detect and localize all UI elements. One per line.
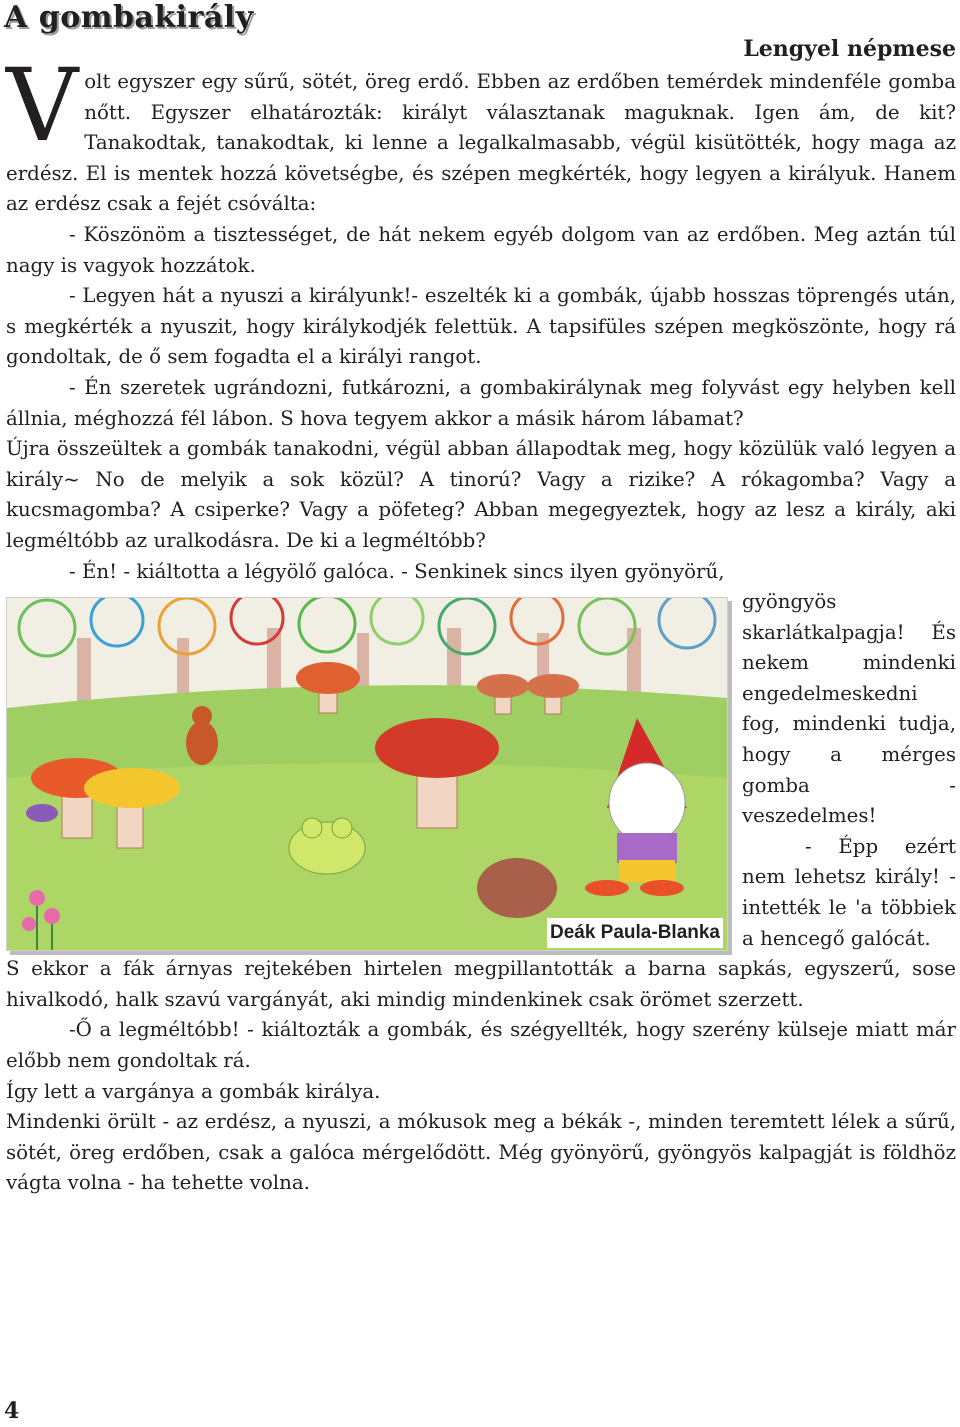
paragraph-8: - Épp ezért nem lehetsz király! - intették le 'a többiek a hencegő galócát. bbox=[742, 834, 956, 950]
drop-cap: V bbox=[6, 47, 79, 164]
paragraph-1-text: olt egyszer egy sűrű, sötét, öreg erdő. Ebben az erdőben temérdek mindenféle gomba nőtt. Egyszer elhatározták: királyt választanak maguknak. Igen ám, de kit? Tanakodtak, tanakodtak, ki lenne a legalkalmasabb, végül kisütötték, hogy maga az erdész. El is mentek hozzá követségbe, és szépen megkérték, hogy legyen a királyuk. Hanem az erdész csak a fejét csóválta: bbox=[6, 70, 956, 216]
paragraph-6: - Én! - kiáltotta a légyölő galóca. - Senkinek sincs ilyen gyönyörű, bbox=[69, 559, 725, 583]
illustration bbox=[6, 597, 728, 951]
illustration-credit: Deák Paula-Blanka bbox=[547, 918, 723, 949]
paragraph-2: - Köszönöm a tisztességet, de hát nekem egyéb dolgom van az erdőben. Meg aztán túl nagy is vagyok hozzátok. bbox=[6, 222, 956, 277]
paragraph-3: - Legyen hát a nyuszi a királyunk!- eszelték ki a gombák, újabb hosszas töprengés után, s megkérték a nyuszit, hogy királykodjék felettük. A tapsifüles szépen megköszönte, hogy rá gondoltak, de ő sem fogadta el a királyi rangot. bbox=[6, 284, 956, 369]
paragraph-12: Mindenki örült - az erdész, a nyuszi, a mókusok meg a békák -, minden teremtett lélek a sűrű, sötét, öreg erdőben, csak a galóca mérgelődött. Még gyönyörű, gyöngyös kalpagját is földhöz vágta volna - ha tehette volna. bbox=[6, 1110, 956, 1195]
paragraph-11: Így lett a vargánya a gombák királya. bbox=[6, 1079, 381, 1103]
page-number: 4 bbox=[4, 1398, 20, 1424]
forest-drawing bbox=[7, 598, 727, 950]
paragraph-5: Újra összeültek a gombák tanakodni, végül abban állapodtak meg, hogy közülük való legyen a király~ No de melyik a sok közül? A tinorú? Vagy a rizike? A rókagomba? Vagy a kucsmagomba? A csiperke? Vagy a pöfeteg? Abban megegyeztek, hogy az lesz a király, aki legméltóbb az uralkodásra. De ki a legméltóbb? bbox=[6, 437, 956, 552]
paragraph-9: S ekkor a fák árnyas rejtekében hirtelen megpillantották a barna sapkás, egyszerű, sose hivalkodó, halk szavú vargányát, aki mindig mindenkinek csak örömet szerzett. bbox=[6, 957, 956, 1011]
paragraph-4: - Én szeretek ugrándozni, futkározni, a gombakirálynak meg folyvást egy helyben kell állnia, méghozzá fél lábon. S hova tegyem akkor a másik három lábamat? bbox=[6, 375, 956, 430]
page-title: A gombakirály bbox=[4, 0, 254, 35]
story-origin: Lengyel népmese bbox=[743, 36, 956, 62]
paragraph-10: -Ő a legméltóbb! - kiáltozták a gombák, és szégyellték, hogy szerény külseje miatt már előbb nem gondoltak rá. bbox=[6, 1018, 956, 1072]
paragraph-7: gyöngyös skarlátkalpagja! És nekem mindenki engedelmeskedni fog, mindenki tudja, hogy a mérges gomba - veszedelmes! bbox=[742, 590, 956, 828]
